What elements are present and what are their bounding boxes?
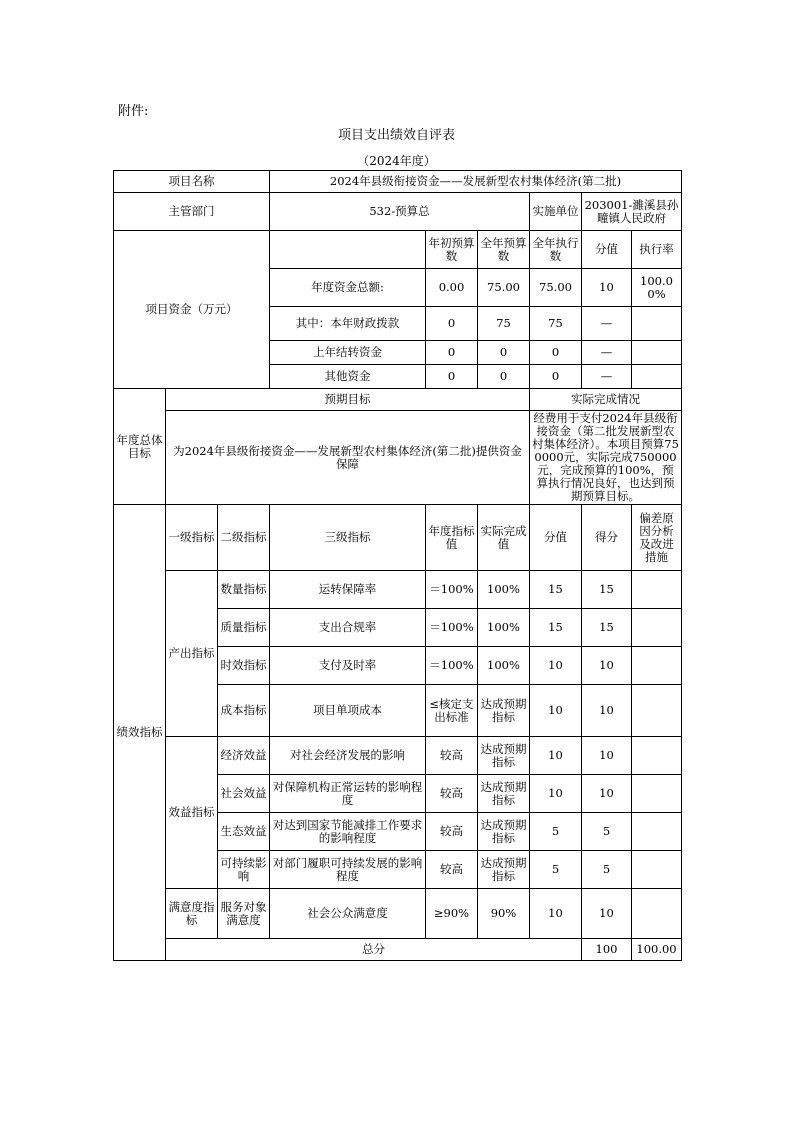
perf-header: 实际完成值 — [478, 505, 530, 571]
reason-cell — [632, 775, 682, 813]
impl-unit-label: 实施单位 — [530, 193, 582, 231]
total-label: 总分 — [166, 939, 582, 961]
funds-row-label: 其他资金 — [270, 365, 426, 389]
funds-cell: 75.00 — [478, 269, 530, 307]
reason-cell — [632, 813, 682, 851]
reason-cell — [632, 889, 682, 939]
funds-cell: 0 — [530, 365, 582, 389]
perf-header: 得分 — [582, 505, 632, 571]
funds-header-score-value: 分值 — [582, 231, 632, 269]
funds-header-blank — [270, 231, 426, 269]
score-cell: 10 — [582, 737, 632, 775]
funds-header-executed: 全年执行数 — [530, 231, 582, 269]
level2-cell: 社会效益 — [218, 775, 270, 813]
funds-cell: — — [582, 341, 632, 365]
score-value-cell: 15 — [530, 609, 582, 647]
target-cell: ＝100% — [426, 609, 478, 647]
annual-goal-label: 年度总体目标 — [114, 389, 166, 505]
funds-cell: 75 — [478, 307, 530, 341]
target-cell: ≥90% — [426, 889, 478, 939]
score-value-cell: 10 — [530, 775, 582, 813]
funds-cell: 100.00% — [632, 269, 682, 307]
level2-cell: 经济效益 — [218, 737, 270, 775]
impl-unit-value: 203001-濉溪县孙疃镇人民政府 — [582, 193, 682, 231]
funds-cell: 10 — [582, 269, 632, 307]
actual-cell: 达成预期指标 — [478, 813, 530, 851]
actual-cell: 90% — [478, 889, 530, 939]
form-year: （2024年度） — [357, 154, 436, 168]
score-value-cell: 10 — [530, 685, 582, 737]
level2-cell: 成本指标 — [218, 685, 270, 737]
funds-cell: 0 — [426, 341, 478, 365]
performance-evaluation-table — [113, 170, 682, 961]
expected-goal-header: 预期目标 — [166, 389, 530, 411]
level1-satisfaction: 满意度指标 — [166, 889, 218, 939]
project-name-label: 项目名称 — [114, 171, 270, 193]
actual-cell: 达成预期指标 — [478, 851, 530, 889]
level3-cell: 运转保障率 — [270, 571, 426, 609]
funds-cell — [632, 307, 682, 341]
funds-label: 项目资金（万元） — [114, 231, 270, 389]
target-cell: ≤核定支出标准 — [426, 685, 478, 737]
attachment-label: 附件: — [118, 104, 149, 119]
score-cell: 15 — [582, 609, 632, 647]
score-cell: 5 — [582, 813, 632, 851]
perf-header: 偏差原因分析及改进措施 — [632, 505, 682, 571]
level2-cell: 生态效益 — [218, 813, 270, 851]
target-cell: ＝100% — [426, 571, 478, 609]
score-value-cell: 5 — [530, 813, 582, 851]
target-cell: 较高 — [426, 775, 478, 813]
level3-cell: 项目单项成本 — [270, 685, 426, 737]
funds-cell — [632, 341, 682, 365]
level3-cell: 对保障机构正常运转的影响程度 — [270, 775, 426, 813]
level2-cell: 时效指标 — [218, 647, 270, 685]
funds-header-budget: 全年预算数 — [478, 231, 530, 269]
actual-cell: 达成预期指标 — [478, 737, 530, 775]
performance-label: 绩效指标 — [114, 505, 166, 961]
funds-cell: 0 — [426, 365, 478, 389]
score-cell: 10 — [582, 685, 632, 737]
funds-cell: — — [582, 307, 632, 341]
perf-header: 年度指标值 — [426, 505, 478, 571]
level2-cell: 数量指标 — [218, 571, 270, 609]
reason-cell — [632, 571, 682, 609]
target-cell: ＝100% — [426, 647, 478, 685]
level3-cell: 对社会经济发展的影响 — [270, 737, 426, 775]
level3-cell: 支出合规率 — [270, 609, 426, 647]
score-cell: 10 — [582, 889, 632, 939]
funds-cell — [632, 365, 682, 389]
level1-benefit: 效益指标 — [166, 737, 218, 889]
funds-cell: 0 — [426, 307, 478, 341]
actual-cell: 100% — [478, 647, 530, 685]
reason-cell — [632, 685, 682, 737]
funds-row-label: 其中：本年财政拨款 — [270, 307, 426, 341]
funds-cell: 75.00 — [530, 269, 582, 307]
total-score: 100.00 — [632, 939, 682, 961]
target-cell: 较高 — [426, 813, 478, 851]
perf-header: 分值 — [530, 505, 582, 571]
form-title: 项目支出绩效自评表 — [337, 128, 455, 143]
project-name-value: 2024年县级衔接资金——发展新型农村集体经济(第二批) — [270, 171, 682, 193]
perf-header: 二级指标 — [218, 505, 270, 571]
funds-cell: 0 — [530, 341, 582, 365]
dept-label: 主管部门 — [114, 193, 270, 231]
actual-cell: 100% — [478, 609, 530, 647]
score-value-cell: 5 — [530, 851, 582, 889]
funds-cell: 0 — [478, 341, 530, 365]
perf-header: 三级指标 — [270, 505, 426, 571]
score-value-cell: 10 — [530, 889, 582, 939]
level3-cell: 社会公众满意度 — [270, 889, 426, 939]
dept-value: 532-预算总 — [270, 193, 530, 231]
level1-output: 产出指标 — [166, 571, 218, 737]
reason-cell — [632, 737, 682, 775]
expected-goal-text: 为2024年县级衔接资金——发展新型农村集体经济(第二批)提供资金保障 — [166, 411, 530, 505]
total-score-value: 100 — [582, 939, 632, 961]
funds-cell: 75 — [530, 307, 582, 341]
level2-cell: 质量指标 — [218, 609, 270, 647]
score-value-cell: 15 — [530, 571, 582, 609]
target-cell: 较高 — [426, 737, 478, 775]
score-cell: 15 — [582, 571, 632, 609]
level2-cell: 可持续影响 — [218, 851, 270, 889]
reason-cell — [632, 647, 682, 685]
score-value-cell: 10 — [530, 647, 582, 685]
funds-row-label: 年度资金总额: — [270, 269, 426, 307]
actual-completion-text: 经费用于支付2024年县级衔接资金（第二批发展新型农村集体经济）。本项目预算750000元，实际完成750000元，完成预算的100%，预算执行情况良好，也达到预期预算目标。 — [530, 411, 682, 505]
funds-row-label: 上年结转资金 — [270, 341, 426, 365]
reason-cell — [632, 851, 682, 889]
actual-completion-header: 实际完成情况 — [530, 389, 682, 411]
funds-cell: 0 — [478, 365, 530, 389]
funds-header-initial: 年初预算数 — [426, 231, 478, 269]
reason-cell — [632, 609, 682, 647]
score-cell: 10 — [582, 647, 632, 685]
level3-cell: 支付及时率 — [270, 647, 426, 685]
score-cell: 10 — [582, 775, 632, 813]
funds-header-rate: 执行率 — [632, 231, 682, 269]
funds-cell: 0.00 — [426, 269, 478, 307]
actual-cell: 达成预期指标 — [478, 685, 530, 737]
score-cell: 5 — [582, 851, 632, 889]
score-value-cell: 10 — [530, 737, 582, 775]
level3-cell: 对达到国家节能减排工作要求的影响程度 — [270, 813, 426, 851]
perf-header: 一级指标 — [166, 505, 218, 571]
target-cell: 较高 — [426, 851, 478, 889]
level2-cell: 服务对象满意度 — [218, 889, 270, 939]
level3-cell: 对部门履职可持续发展的影响程度 — [270, 851, 426, 889]
funds-cell: — — [582, 365, 632, 389]
actual-cell: 100% — [478, 571, 530, 609]
actual-cell: 达成预期指标 — [478, 775, 530, 813]
